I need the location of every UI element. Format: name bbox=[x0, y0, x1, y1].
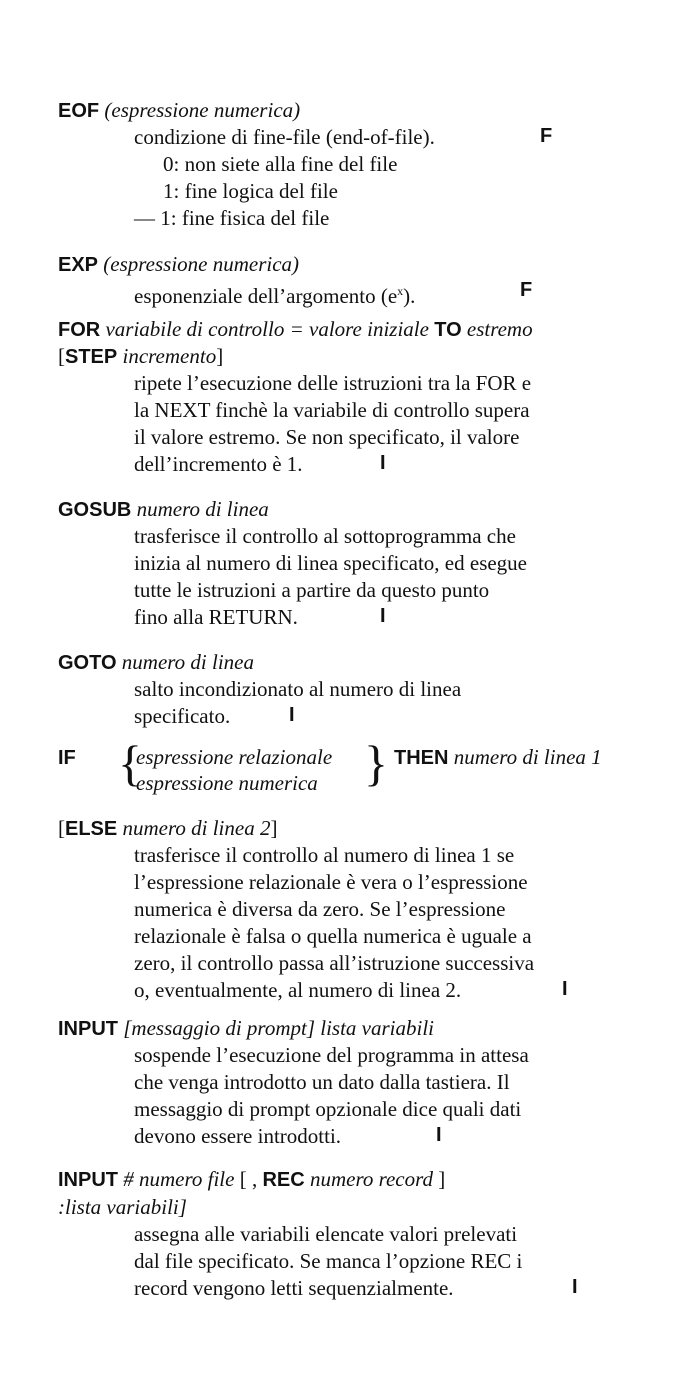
goto-desc-line: salto incondizionato al numero di linea bbox=[134, 677, 462, 701]
if-then-keyword: THEN bbox=[394, 747, 449, 769]
eof-value-row: 1: fine logica del file bbox=[163, 179, 338, 203]
exp-heading bbox=[58, 252, 299, 277]
if-else-keyword: ELSE bbox=[65, 818, 118, 840]
input-file-rec-keyword: REC bbox=[262, 1169, 305, 1191]
if-desc-line: o, eventualmente, al numero di linea 2. bbox=[134, 978, 462, 1002]
if-desc-line: l’espressione relazionale è vera o l’espressione bbox=[134, 870, 528, 894]
if-desc-line: zero, il controllo passa all’istruzione successiva bbox=[134, 951, 535, 975]
eof-description bbox=[134, 125, 435, 149]
if-left-brace: { bbox=[118, 735, 142, 791]
if-else-line: [ELSE numero di linea 2] bbox=[58, 816, 278, 840]
gosub-desc-line: trasferisce il controllo al sottoprogramma che bbox=[134, 524, 516, 548]
gosub-heading bbox=[58, 497, 269, 522]
for-keyword: FOR bbox=[58, 319, 101, 341]
exp-description: esponenziale dell’argomento $(e^x)$. bbox=[134, 284, 416, 308]
input-file-heading: INPUT # numero file [ , REC numero record ] bbox=[58, 1167, 446, 1191]
if-then-clause bbox=[394, 745, 602, 770]
exp-keyword: EXP bbox=[58, 254, 99, 276]
input-heading bbox=[58, 1016, 434, 1041]
input-argument: [messaggio di prompt] lista variabili bbox=[123, 1016, 434, 1040]
if-heading bbox=[58, 745, 76, 770]
goto-desc-line: specificato. bbox=[134, 704, 231, 728]
for-desc-line: la NEXT finchè la variabile di controllo supera bbox=[134, 398, 530, 422]
goto-keyword: GOTO bbox=[58, 652, 117, 674]
if-option-numeric: espressione numerica bbox=[136, 771, 318, 795]
input-file-variable-list: :lista variabili] bbox=[58, 1195, 187, 1219]
for-to-keyword: TO bbox=[434, 319, 462, 341]
eof-argument: (espressione numerica) bbox=[104, 98, 301, 122]
gosub-desc-line: inizia al numero di linea specificato, ed esegue bbox=[134, 551, 528, 575]
gosub-keyword: GOSUB bbox=[58, 499, 132, 521]
input-file-desc-line: assegna alle variabili elencate valori prelevati bbox=[134, 1222, 518, 1246]
input-file-rec-argument: numero record bbox=[309, 1167, 434, 1191]
gosub-desc-line: fino alla RETURN. bbox=[134, 605, 298, 629]
for-step-line: [STEP incremento] bbox=[58, 344, 224, 368]
for-type-mark: I bbox=[380, 452, 386, 474]
eof-desc-text: condizione di fine-file (end-of-file). bbox=[134, 125, 435, 149]
eof-heading bbox=[58, 98, 300, 123]
eof-value-row: — 1: fine fisica del file bbox=[134, 206, 330, 230]
if-keyword: IF bbox=[58, 747, 76, 769]
if-then-argument: numero di linea 1 bbox=[453, 745, 602, 769]
for-step-argument: incremento bbox=[122, 344, 217, 368]
gosub-type-mark: I bbox=[380, 605, 386, 627]
for-step-keyword: STEP bbox=[65, 346, 118, 368]
if-desc-line: relazionale è falsa o quella numerica è uguale a bbox=[134, 924, 532, 948]
for-heading bbox=[58, 317, 533, 342]
input-file-desc-line: record vengono letti sequenzialmente. bbox=[134, 1276, 454, 1300]
eof-value-row: 0: non siete alla fine del file bbox=[163, 152, 398, 176]
if-right-brace: } bbox=[364, 735, 388, 791]
for-desc-line: dell’incremento è 1. bbox=[134, 452, 303, 476]
input-file-argument: # numero file bbox=[123, 1167, 235, 1191]
if-desc-line: trasferisce il controllo al numero di linea 1 se bbox=[134, 843, 515, 867]
for-desc-line: ripete l’esecuzione delle istruzioni tra la FOR e bbox=[134, 371, 532, 395]
if-type-mark: I bbox=[562, 978, 568, 1000]
for-to-argument: estremo bbox=[466, 317, 533, 341]
for-desc-line: il valore estremo. Se non specificato, il valore bbox=[134, 425, 520, 449]
for-argument: variabile di controllo = valore iniziale bbox=[105, 317, 429, 341]
goto-heading bbox=[58, 650, 254, 675]
if-desc-line: numerica è diversa da zero. Se l’espressione bbox=[134, 897, 506, 921]
if-else-argument: numero di linea 2 bbox=[122, 816, 271, 840]
input-desc-line: sospende l’esecuzione del programma in attesa bbox=[134, 1043, 529, 1067]
input-desc-line: messaggio di prompt opzionale dice quali dati bbox=[134, 1097, 522, 1121]
input-file-desc-line: dal file specificato. Se manca l’opzione REC i bbox=[134, 1249, 523, 1273]
input-desc-line: devono essere introdotti. bbox=[134, 1124, 342, 1148]
input-type-mark: I bbox=[436, 1124, 442, 1146]
if-option-relational: espressione relazionale bbox=[136, 745, 333, 769]
goto-argument: numero di linea bbox=[121, 650, 254, 674]
exp-type-mark: F bbox=[520, 279, 533, 301]
eof-type-mark: F bbox=[540, 125, 553, 147]
eof-keyword: EOF bbox=[58, 100, 100, 122]
goto-type-mark: I bbox=[289, 704, 295, 726]
gosub-desc-line: tutte le istruzioni a partire da questo punto bbox=[134, 578, 490, 602]
input-desc-line: che venga introdotto un dato dalla tastiera. Il bbox=[134, 1070, 510, 1094]
gosub-argument: numero di linea bbox=[136, 497, 269, 521]
input-keyword: INPUT bbox=[58, 1018, 118, 1040]
input-file-type-mark: I bbox=[572, 1276, 578, 1298]
exp-argument: (espressione numerica) bbox=[103, 252, 300, 276]
input-file-keyword: INPUT bbox=[58, 1169, 118, 1191]
